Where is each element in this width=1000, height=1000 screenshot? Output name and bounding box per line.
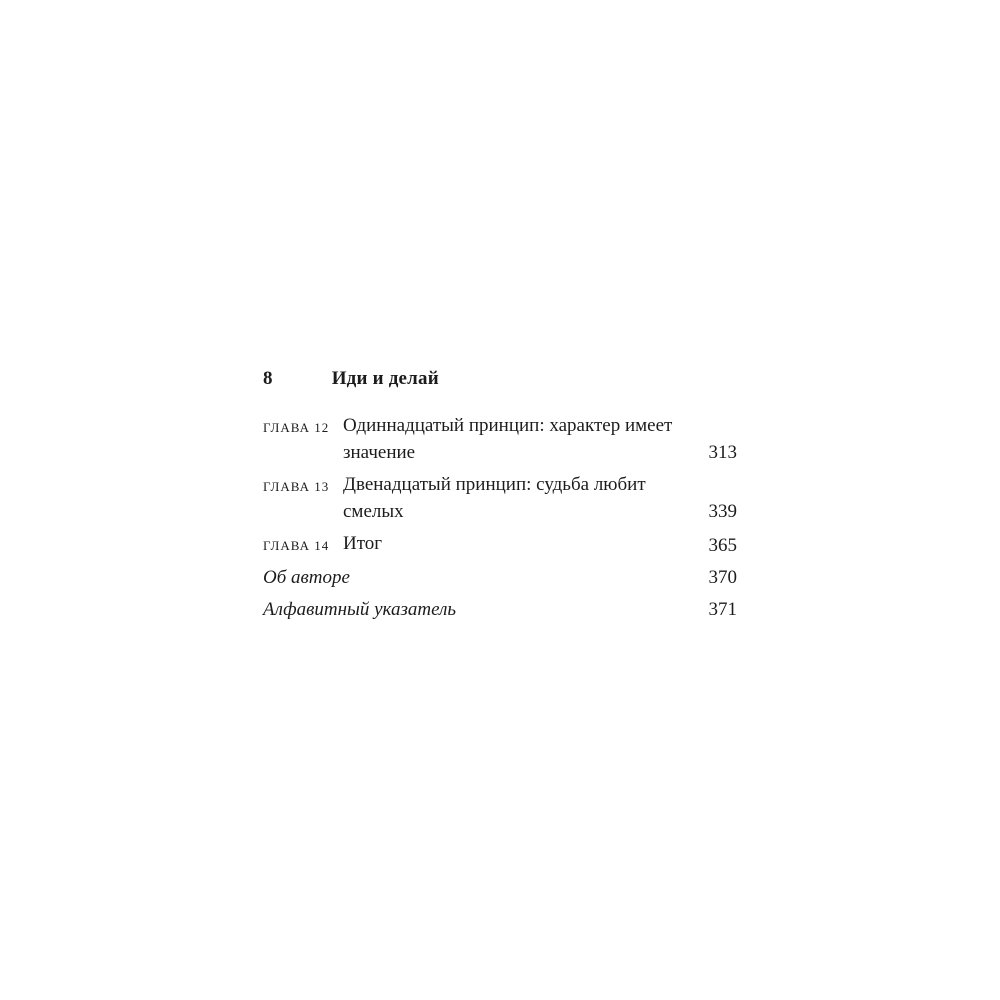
chapter-title: Одиннадцатый принцип: характер имеет значение xyxy=(343,415,673,463)
page-ref: 370 xyxy=(708,567,737,588)
page-ref: 365 xyxy=(708,535,737,556)
chapter-label: ГЛАВА 13 xyxy=(263,479,330,494)
chapter-title: Итог xyxy=(343,533,383,554)
backmatter-title: Алфавитный указатель xyxy=(263,599,456,620)
running-title: Иди и делай xyxy=(331,368,439,389)
chapter-title: Двенадцатый принцип: судьба любит смелых xyxy=(343,474,646,522)
book-page xyxy=(263,367,737,628)
backmatter-title: Об авторе xyxy=(263,567,350,588)
page-ref: 313 xyxy=(708,442,737,463)
running-header xyxy=(263,367,737,391)
toc-entry-index xyxy=(263,596,737,623)
toc-entry-chapter-14 xyxy=(263,530,737,559)
page-ref: 339 xyxy=(708,501,737,522)
toc-entry-chapter-13 xyxy=(263,471,737,525)
toc-entry-about-author xyxy=(263,564,737,591)
chapter-label: ГЛАВА 14 xyxy=(263,538,330,553)
folio-page-number: 8 xyxy=(263,368,273,389)
toc-entry-chapter-12 xyxy=(263,412,737,466)
table-of-contents xyxy=(263,412,737,623)
page-ref: 371 xyxy=(708,599,737,620)
chapter-label: ГЛАВА 12 xyxy=(263,420,330,435)
